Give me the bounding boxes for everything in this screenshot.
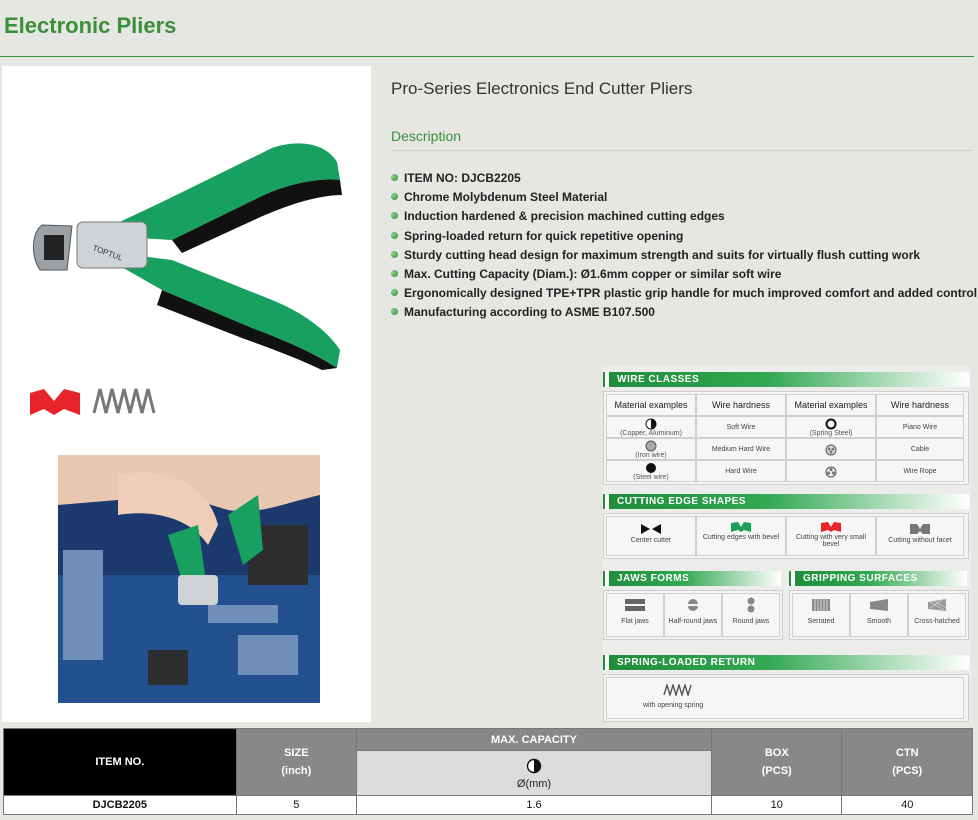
product-spec-table <box>3 728 973 815</box>
cable-icon <box>825 444 837 456</box>
pliers-brand-text: TOPTUL <box>91 243 124 263</box>
cutting-edge-shapes-title: CUTTING EDGE SHAPES <box>603 494 969 509</box>
wire-hardness-cell: Wire Rope <box>876 460 964 482</box>
max-capacity-header: MAX. CAPACITY <box>357 729 712 751</box>
jaws-forms-table <box>603 590 783 640</box>
smooth-grip-icon <box>868 598 890 612</box>
gripping-surface-cell: Serrated <box>792 593 850 637</box>
small-bevel-cutter-icon <box>820 521 842 533</box>
capacity-unit-header: Ø(mm) <box>357 751 712 796</box>
jaws-form-cell: Round jaws <box>722 593 780 637</box>
wire-material-cell <box>786 438 876 460</box>
wire-header: Material examples <box>786 394 876 416</box>
cutting-edge-cell: Cutting with very small bevel <box>786 516 876 556</box>
bullet-icon <box>391 174 398 181</box>
cutting-edge-cell: Center cutter <box>606 516 696 556</box>
opening-spring-icon <box>663 684 693 696</box>
half-circle-icon <box>526 758 542 774</box>
item-no-header: ITEM NO. <box>4 729 237 796</box>
spec-sheet <box>603 366 971 722</box>
list-item: ITEM NO: DJCB2205 <box>391 169 977 188</box>
cutting-edge-shapes-table <box>603 513 969 559</box>
bullet-icon <box>391 270 398 277</box>
wire-header: Wire hardness <box>696 394 786 416</box>
half-circle-icon <box>645 418 657 430</box>
ring-icon <box>825 418 837 430</box>
bullet-icon <box>391 308 398 315</box>
jaws-form-cell: Flat jaws <box>606 593 664 637</box>
size-header: SIZE (inch) <box>236 729 356 796</box>
gray-circle-icon <box>645 440 657 452</box>
wire-classes-table <box>603 391 969 485</box>
list-item: Spring-loaded return for quick repetitive opening <box>391 227 977 246</box>
feature-icons <box>28 385 158 417</box>
gripping-surface-cell: Smooth <box>850 593 908 637</box>
gripping-surface-cell: Cross-hatched <box>908 593 966 637</box>
cutting-edge-cell: Cutting without facet <box>876 516 964 556</box>
half-round-jaws-icon <box>686 598 700 612</box>
round-jaws-icon <box>744 597 758 613</box>
bullet-icon <box>391 289 398 296</box>
usage-photo <box>58 455 320 703</box>
no-facet-cutter-icon <box>909 523 931 535</box>
wire-classes-title: WIRE CLASSES <box>603 372 969 387</box>
feature-list <box>391 169 977 323</box>
wire-material-cell: (Copper, Aluminum) <box>606 416 696 438</box>
wire-material-cell: (Iron wire) <box>606 438 696 460</box>
page-title: Electronic Pliers <box>4 13 177 38</box>
gripping-surfaces-table <box>789 590 969 640</box>
cutting-edge-cell: Cutting edges with bevel <box>696 516 786 556</box>
wire-hardness-cell: Medium Hard Wire <box>696 438 786 460</box>
list-item: Induction hardened & precision machined cutting edges <box>391 207 977 226</box>
list-item: Chrome Molybdenum Steel Material <box>391 188 977 207</box>
gripping-surfaces-title: GRIPPING SURFACES <box>789 571 967 586</box>
spring-loaded-return-title: SPRING-LOADED RETURN <box>603 655 969 670</box>
description-divider <box>391 150 973 151</box>
list-item: Ergonomically designed TPE+TPR plastic grip handle for much improved comfort and added control <box>391 284 977 303</box>
spring-loaded-return-table <box>603 674 969 722</box>
ctn-cell: 40 <box>842 796 973 815</box>
capacity-cell: 1.6 <box>357 796 712 815</box>
bullet-icon <box>391 212 398 219</box>
ctn-header: CTN (PCS) <box>842 729 973 796</box>
product-name: Pro-Series Electronics End Cutter Pliers <box>391 79 693 98</box>
wire-hardness-cell: Piano Wire <box>876 416 964 438</box>
spring-icon <box>94 389 154 413</box>
wire-material-cell: (Steel wire) <box>606 460 696 482</box>
item-no-cell: DJCB2205 <box>4 796 237 815</box>
wire-material-cell <box>786 460 876 482</box>
black-circle-icon <box>645 462 657 474</box>
wire-header: Wire hardness <box>876 394 964 416</box>
bevel-cutter-icon <box>730 521 752 533</box>
jaws-forms-title: JAWS FORMS <box>603 571 781 586</box>
size-cell: 5 <box>236 796 356 815</box>
cutting-edge-red-icon <box>30 389 80 415</box>
wire-material-cell: (Spring Steel) <box>786 416 876 438</box>
flat-jaws-icon <box>624 598 646 612</box>
box-cell: 10 <box>712 796 842 815</box>
title-divider <box>0 56 974 57</box>
bullet-icon <box>391 193 398 200</box>
spring-return-caption: with opening spring <box>643 702 704 709</box>
cross-hatched-grip-icon <box>926 598 948 612</box>
bullet-icon <box>391 251 398 258</box>
list-item: Max. Cutting Capacity (Diam.): Ø1.6mm copper or similar soft wire <box>391 265 977 284</box>
wire-hardness-cell: Soft Wire <box>696 416 786 438</box>
box-header: BOX (PCS) <box>712 729 842 796</box>
list-item: Manufacturing according to ASME B107.500 <box>391 303 977 322</box>
bullet-icon <box>391 232 398 239</box>
wire-hardness-cell: Cable <box>876 438 964 460</box>
list-item: Sturdy cutting head design for maximum strength and suits for virtually flush cutting work <box>391 246 977 265</box>
jaws-form-cell: Half-round jaws <box>664 593 722 637</box>
wire-header: Material examples <box>606 394 696 416</box>
spring-return-cell <box>606 677 964 719</box>
description-heading: Description <box>391 128 462 144</box>
pliers-product-image <box>22 140 352 370</box>
wire-hardness-cell: Hard Wire <box>696 460 786 482</box>
table-row <box>4 796 973 815</box>
wire-rope-icon <box>825 466 837 478</box>
center-cutter-icon <box>640 523 662 535</box>
serrated-grip-icon <box>810 598 832 612</box>
